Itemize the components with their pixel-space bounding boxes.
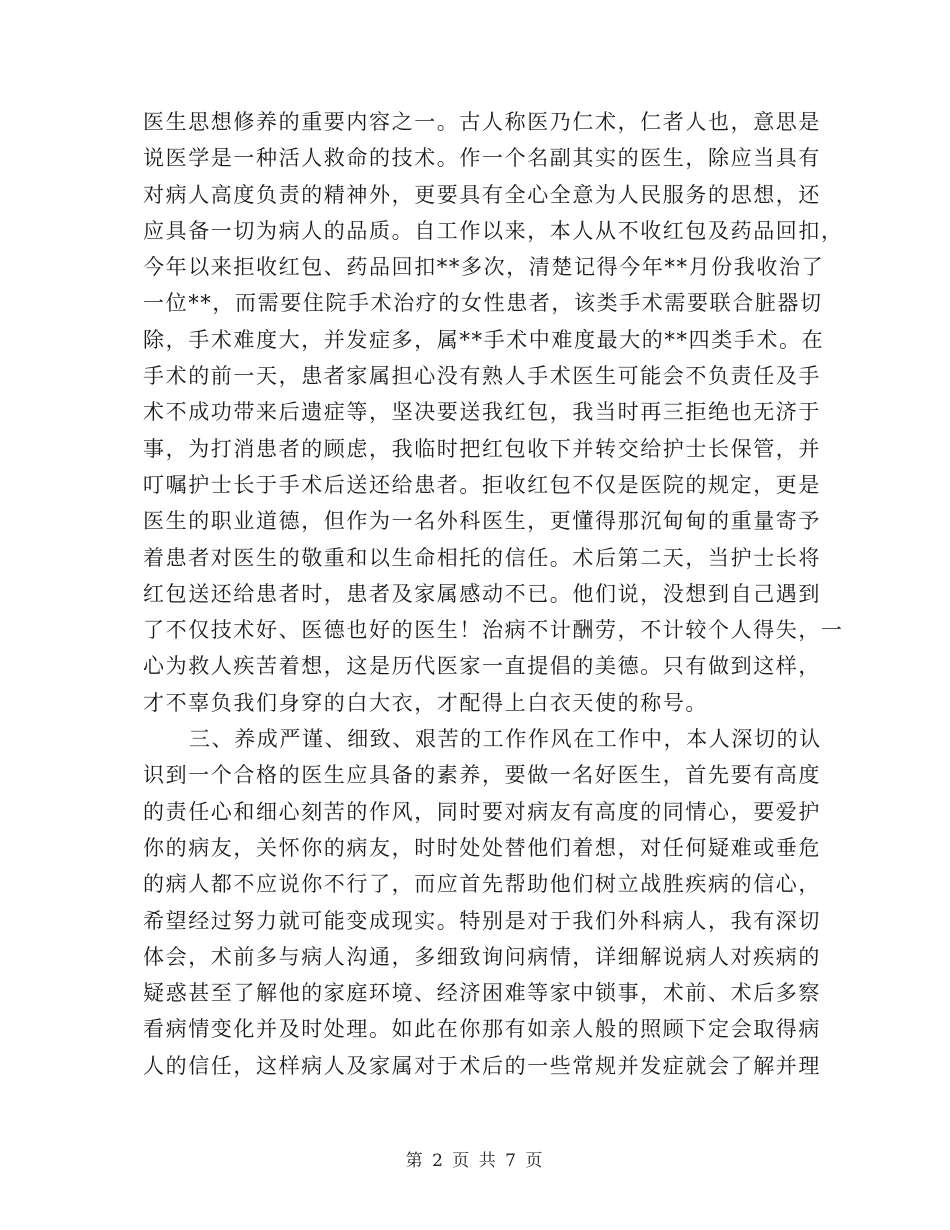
text-line: 识到一个合格的医生应具备的素养，要做一名好医生，首先要有高度 [143, 763, 821, 788]
text-line: 看病情变化并及时处理。如此在你那有如亲人般的照顾下定会取得病 [143, 1017, 821, 1042]
text-line: 对病人高度负责的精神外，更要具有全心全意为人民服务的思想，还 [143, 182, 821, 207]
page-number-footer: 第 2 页 共 7 页 [405, 1151, 545, 1171]
text-line: 的病人都不应说你不行了，而应首先帮助他们树立战胜疾病的信心， [143, 872, 821, 897]
text-line: 的责任心和细心刻苦的作风，同时要对病友有高度的同情心，要爱护 [143, 799, 821, 824]
text-line: 叮嘱护士长于手术后送还给患者。拒收红包不仅是医院的规定，更是 [143, 472, 821, 497]
text-line: 医生的职业道德，但作为一名外科医生，更懂得那沉甸甸的重量寄予 [143, 509, 821, 534]
text-line: 说医学是一种活人救命的技术。作一个名副其实的医生，除应当具有 [143, 146, 821, 171]
text-line: 红包送还给患者时，患者及家属感动不已。他们说，没想到自己遇到 [143, 581, 821, 606]
text-line: 疑惑甚至了解他的家庭环境、经济困难等家中锁事，术前、术后多察 [143, 981, 821, 1006]
text-line: 事，为打消患者的顾虑，我临时把红包收下并转交给护士长保管，并 [143, 436, 821, 461]
text-line: 心为救人疾苦着想，这是历代医家一直提倡的美德。只有做到这样， [143, 654, 821, 679]
text-line: 医生思想修养的重要内容之一。古人称医乃仁术，仁者人也，意思是 [143, 110, 821, 134]
section-heading-line: 三、养成严谨、细致、艰苦的工作作风在工作中，本人深切的认 [189, 727, 822, 752]
text-line: 你的病友，关怀你的病友，时时处处替他们着想，对任何疑难或垂危 [143, 835, 821, 860]
text-line: 除，手术难度大，并发症多，属**手术中难度最大的**四类手术。在 [143, 327, 825, 352]
text-line: 才不辜负我们身穿的白大衣，才配得上白衣天使的称号。 [143, 690, 708, 715]
text-line: 一位**，而需要住院手术治疗的女性患者，该类手术需要联合脏器切 [143, 291, 823, 316]
text-line: 体会，术前多与病人沟通，多细致询问病情，详细解说病人对疾病的 [143, 944, 821, 969]
text-line: 了不仅技术好、医德也好的医生！治病不计酬劳，不计较个人得失，一 [143, 618, 844, 643]
text-line: 术不成功带来后遗症等，坚决要送我红包，我当时再三拒绝也无济于 [143, 400, 821, 425]
text-line: 人的信任，这样病人及家属对于术后的一些常规并发症就会了解并理 [143, 1053, 821, 1078]
text-line: 今年以来拒收红包、药品回扣**多次，清楚记得今年**月份我收治了 [143, 255, 825, 280]
text-line: 手术的前一天，患者家属担心没有熟人手术医生可能会不负责任及手 [143, 364, 821, 389]
body-text [143, 104, 844, 1084]
text-line: 着患者对医生的敬重和以生命相托的信任。术后第二天，当护士长将 [143, 545, 821, 570]
text-line: 应具备一切为病人的品质。自工作以来，本人从不收红包及药品回扣， [143, 218, 844, 243]
text-line: 希望经过努力就可能变成现实。特别是对于我们外科病人，我有深切 [143, 908, 821, 933]
